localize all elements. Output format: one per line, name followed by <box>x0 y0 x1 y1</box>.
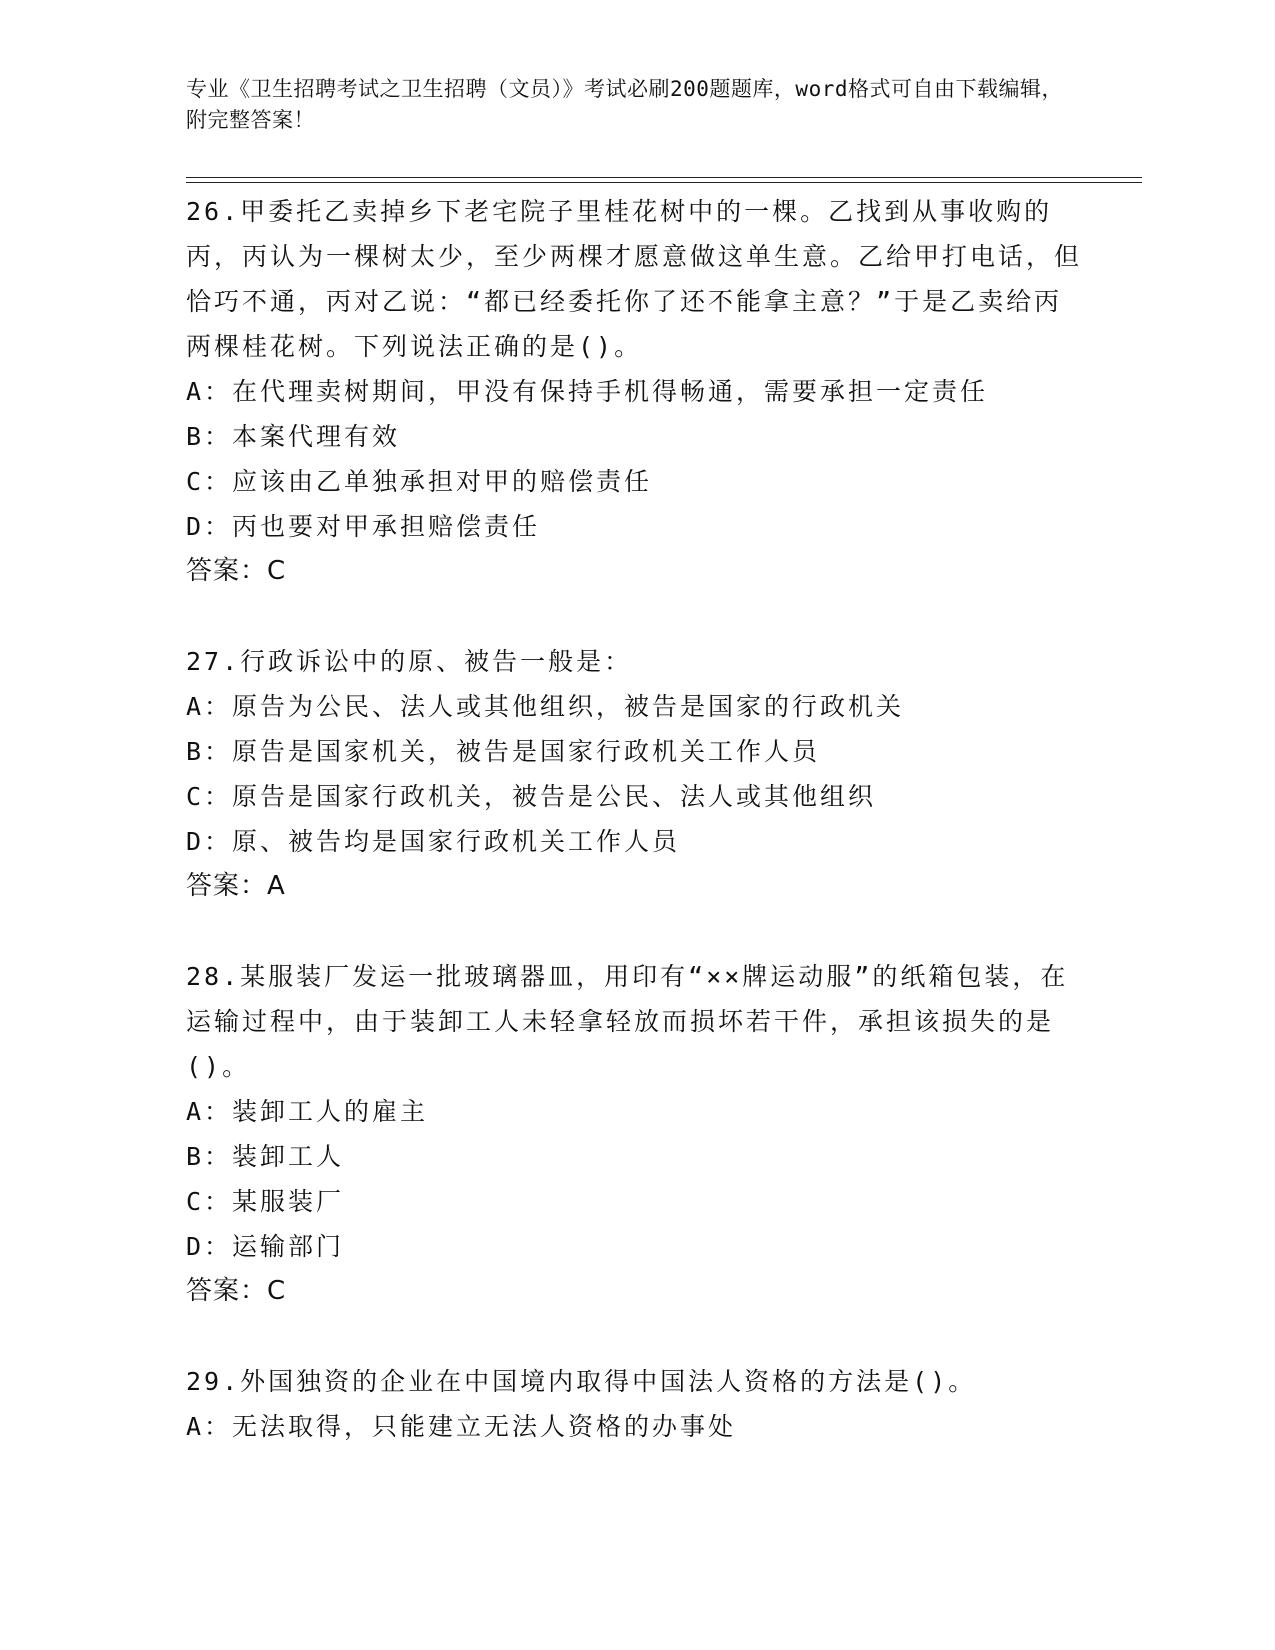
answer-line: 答案：C <box>186 556 287 586</box>
question-stem: 27.行政诉讼中的原、被告一般是： <box>186 647 633 676</box>
option-d: D：运输部门 <box>186 1232 345 1261</box>
option-d: D：原、被告均是国家行政机关工作人员 <box>186 827 681 856</box>
header-divider-top <box>186 177 1142 178</box>
option-c: C：原告是国家行政机关，被告是公民、法人或其他组织 <box>186 782 877 811</box>
question-stem: 26.甲委托乙卖掉乡下老宅院子里桂花树中的一棵。乙找到从事收购的丙，丙认为一棵树太少，至少两棵才愿意做这单生意。乙给甲打电话，但恰巧不通，丙对乙说：“都已经委托你了还不能拿主意？”于是乙卖给丙两棵桂花树。下列说法正确的是()。 <box>186 197 1083 361</box>
option-c: C：某服装厂 <box>186 1187 345 1216</box>
question-26 <box>186 189 1086 594</box>
question-spacer <box>186 594 1086 639</box>
option-c: C：应该由乙单独承担对甲的赔偿责任 <box>186 467 653 496</box>
question-spacer <box>186 1314 1086 1359</box>
question-28 <box>186 954 1086 1314</box>
option-a: A：装卸工人的雇主 <box>186 1097 429 1126</box>
answer-line: 答案：C <box>186 1276 287 1306</box>
option-b: B：本案代理有效 <box>186 422 401 451</box>
question-29 <box>186 1359 1086 1449</box>
option-b: B：原告是国家机关，被告是国家行政机关工作人员 <box>186 737 821 766</box>
document-header: 专业《卫生招聘考试之卫生招聘（文员）》考试必刷200题题库，word格式可自由下载编辑，附完整答案！ <box>186 77 1063 132</box>
option-b: B：装卸工人 <box>186 1142 345 1171</box>
option-a: A：原告为公民、法人或其他组织，被告是国家的行政机关 <box>186 692 905 721</box>
question-list <box>186 189 1086 1449</box>
header-divider-bottom <box>186 182 1142 183</box>
question-stem: 28.某服装厂发运一批玻璃器皿，用印有“××牌运动服”的纸箱包装，在运输过程中，由于装卸工人未轻拿轻放而损坏若干件，承担该损失的是()。 <box>186 962 1069 1081</box>
option-a: A：无法取得，只能建立无法人资格的办事处 <box>186 1412 737 1441</box>
question-stem: 29.外国独资的企业在中国境内取得中国法人资格的方法是()。 <box>186 1367 977 1396</box>
answer-line: 答案：A <box>186 871 286 901</box>
question-spacer <box>186 909 1086 954</box>
question-27 <box>186 639 1086 909</box>
option-d: D：丙也要对甲承担赔偿责任 <box>186 512 541 541</box>
option-a: A：在代理卖树期间，甲没有保持手机得畅通，需要承担一定责任 <box>186 377 989 406</box>
